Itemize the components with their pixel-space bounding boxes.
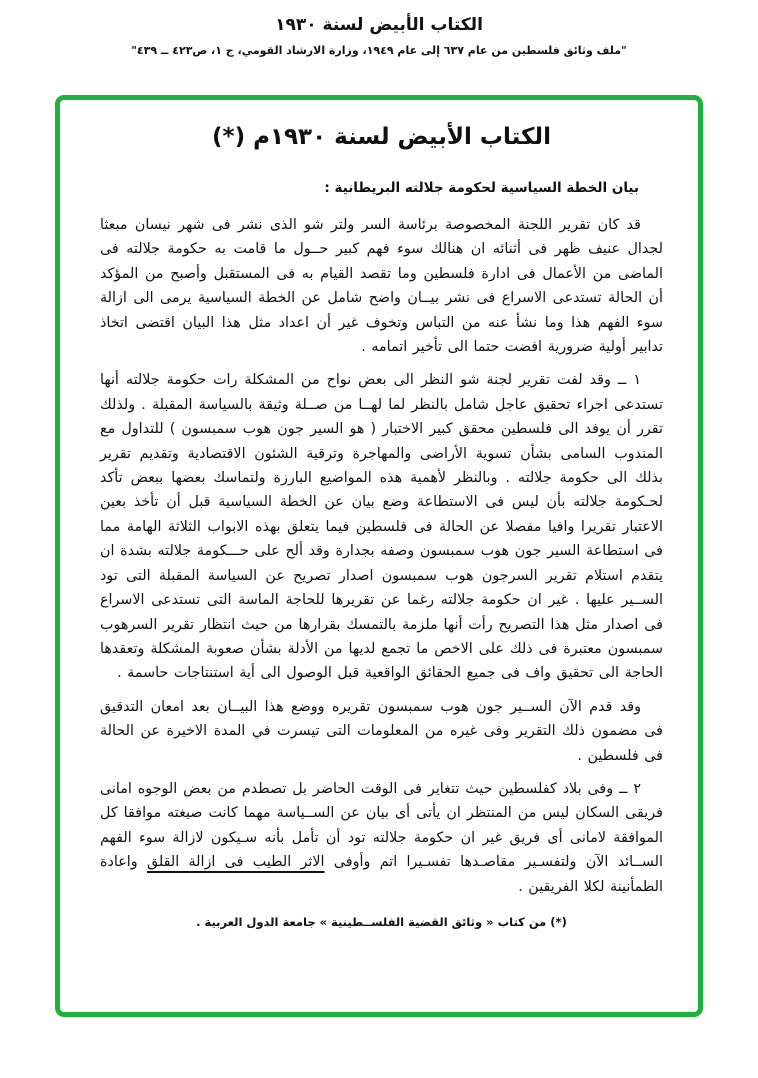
paragraph-item-2-tail: واعادة الطمأنينة لكلا الفريقين . [100, 854, 663, 895]
paragraph-item-1: ١ ــ وقد لفت تقرير لجنة شو النظر الى بعض نواح من المشكلة رات حكومة جلالته أنها تستدعى اجراء تحقيق عاجل شامل بالنظر لما لهــا من صــلة وثيقة بالسياسة المقبلة . ولذلك تقرر أن يوفد الى فلسطين محقق كبير الاختبار ( هو السير جون هوب سمبسون ) للتداول مع المندوب السامى بشأن تسوية الأراضى والمهاجرة وترقية الشئون الاقتصادية وتقديم تقرير بذلك الى حكومة جلالته . وبالنظر لأهمية هذه المواضيع البارزة ولتماسك بعضها ببعض تأكد لحـكومة جلالته بأن ليس فى الاستطاعة وضع بيان عن الخطة السياسية قبل أن تأخذ بعين الاعتبار تقريرا وافيا مفصلا عن الحالة فى فلسطين فيما يتعلق بهذه الابواب الثلاثة الهامة مما فى استطاعة السير جون هوب سمبسون وصفه بجدارة وقد ألح على حـــكومة جلالته بشدة ان يتقدم استلام تقرير السرجون هوب سمبسون اصدار تصريح عن السياسة المقبلة التى تود الســير عليها . غير ان حكومة جلالته رغما عن تقريرها للحاجة الماسة التى تستدعى الاسراع فى اصدار مثل هذا التصريح رأت أنها ملزمة بالتمسك بقرارها من حيث انتظار تقرير السرهوب سمبسون معتبرة فى ذلك على الاخص ما تجمع لديها من الأدلة بشأن صعوبة المشكلة وتعقدها الحاجة الى تحقيق واف فى جميع الحقائق الواقعية قبل الوصول الى أية استنتاجات حاسمة . [100, 372, 663, 682]
paragraph-item-2 [100, 777, 663, 899]
source-citation: "ملف وثائق فلسطين من عام ٦٣٧ إلى عام ١٩٤٩، وزارة الارشاد القومي، ج ١، ص٤٢٣ ــ ٤٣٩" [131, 44, 627, 57]
underlined-phrase: الاثر الطيب فى ازالة القلق [146, 854, 325, 871]
document-subtitle: بيان الخطة السياسية لحكومة جلالته البريطانية : [324, 180, 639, 196]
footnote: (*) من كتاب « وثائق القضية الفلســطينية » جامعة الدول العربية . [196, 914, 567, 929]
document-frame [55, 95, 703, 1017]
paragraph-intro: قد كان تقرير اللجنة المخصوصة برئاسة السر ولتر شو الذى نشر فى شهر نيسان مبعثا لجدال عنيف ظهر فى أثنائه ان هنالك سوء فهم كبير حــول ما قامت به حكومة جلالته فى الماضى من الأعمال فى ادارة فلسطين وما تقصد القيام به فى المستقبل وأصبح من المؤكد أن الحالة تستدعى الاسراع فى نشر بيــان واضح شامل عن الخطة السياسية يرمى الى ازالة سوء الفهم هذا وما نشأ عنه من التباس وتخوف غير أن اعداد مثل هذا البيان اقتضى اتخاذ تدابير أولية ضرورية افضت حتما الى تأخير اتمامه . [100, 217, 663, 356]
paragraph-item-2-text: ٢ ــ وفى بلاد كفلسطين حيث تتغاير فى الوقت الحاضر بل تصطدم من بعض الوجوه امانى فريقى السكان ليس من المنتظر ان يأتى أى بيان عن الســياسة مهما كانت صيغته موافقا كل الموافقة لامانى أى فريق غير ان حكومة جلالته تود أن تأمل بأنه سـيكون لازالة سوء الفهم الســائد الآن ولتفسـير مقاصـدها تفسـيرا اتم وأوفى [100, 780, 663, 871]
page-title: الكتاب الأبيض لسنة ١٩٣٠ [275, 15, 483, 35]
document-title: الكتاب الأبيض لسنة ١٩٣٠م (*) [212, 124, 551, 150]
page-header [0, 0, 758, 57]
paragraph-report-submitted: وقد قدم الآن الســير جون هوب سمبسون تقريره ووضع هذا البيــان بعد امعان التدقيق فى مضمون ذلك التقرير وفى غيره من المعلومات التى تيسرت في المدة الاخيرة عن الحالة فى فلسطين . [100, 698, 663, 764]
